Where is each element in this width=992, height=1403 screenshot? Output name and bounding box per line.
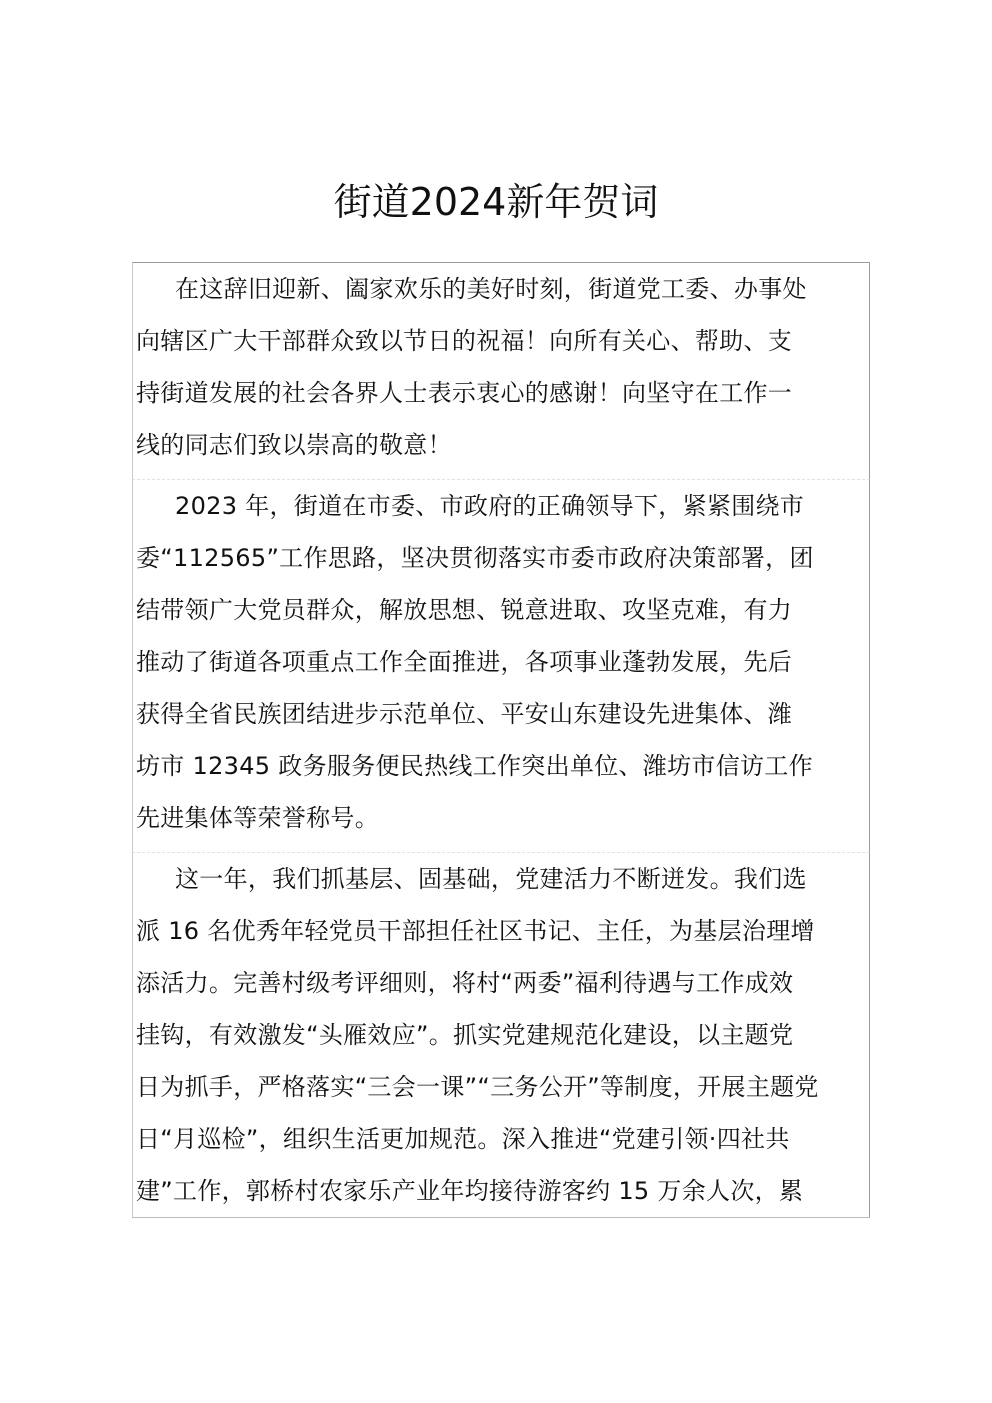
text-line: 坊市 12345 政务服务便民热线工作突出单位、潍坊市信访工作: [136, 752, 813, 780]
text-line: 2023 年，街道在市委、市政府的正确领导下，紧紧围绕市: [175, 492, 805, 520]
document-title: 街道2024新年贺词: [333, 180, 659, 224]
text-line: 建”工作，郭桥村农家乐产业年均接待游客约 15 万余人次，累: [136, 1177, 804, 1205]
text-line: 挂钩，有效激发“头雁效应”。抓实党建规范化建设，以主题党: [136, 1021, 794, 1049]
text-line: 持街道发展的社会各界人士表示衷心的感谢！向坚守在工作一: [136, 379, 793, 407]
document-body: [132, 262, 870, 1218]
text-line: 先进集体等荣誉称号。: [136, 804, 379, 832]
text-line: 添活力。完善村级考评细则，将村“两委”福利待遇与工作成效: [136, 969, 794, 997]
text-line: 日为抓手，严格落实“三会一课”“三务公开”等制度，开展主题党: [136, 1073, 819, 1101]
text-line: 向辖区广大干部群众致以节日的祝福！向所有关心、帮助、支: [136, 327, 793, 355]
paragraph-achievements: [132, 479, 870, 852]
text-line: 委“112565”工作思路，坚决贯彻落实市委市政府决策部署，团: [136, 544, 814, 572]
text-line: 推动了街道各项重点工作全面推进，各项事业蓬勃发展，先后: [136, 648, 793, 676]
text-line: 线的同志们致以崇高的敬意！: [136, 431, 452, 459]
text-line: 派 16 名优秀年轻党员干部担任社区书记、主任，为基层治理增: [136, 917, 815, 945]
paragraph-greeting: [132, 262, 870, 479]
text-line: 结带领广大党员群众，解放思想、锐意进取、攻坚克难，有力: [136, 596, 793, 624]
text-line: 在这辞旧迎新、阖家欢乐的美好时刻，街道党工委、办事处: [175, 275, 807, 303]
text-line: 日“月巡检”，组织生活更加规范。深入推进“党建引领·四社共: [136, 1125, 790, 1153]
paragraph-party-building: [132, 852, 870, 1218]
text-line: 获得全省民族团结进步示范单位、平安山东建设先进集体、潍: [136, 700, 793, 728]
text-line: 这一年，我们抓基层、固基础，党建活力不断迸发。我们选: [175, 865, 807, 893]
